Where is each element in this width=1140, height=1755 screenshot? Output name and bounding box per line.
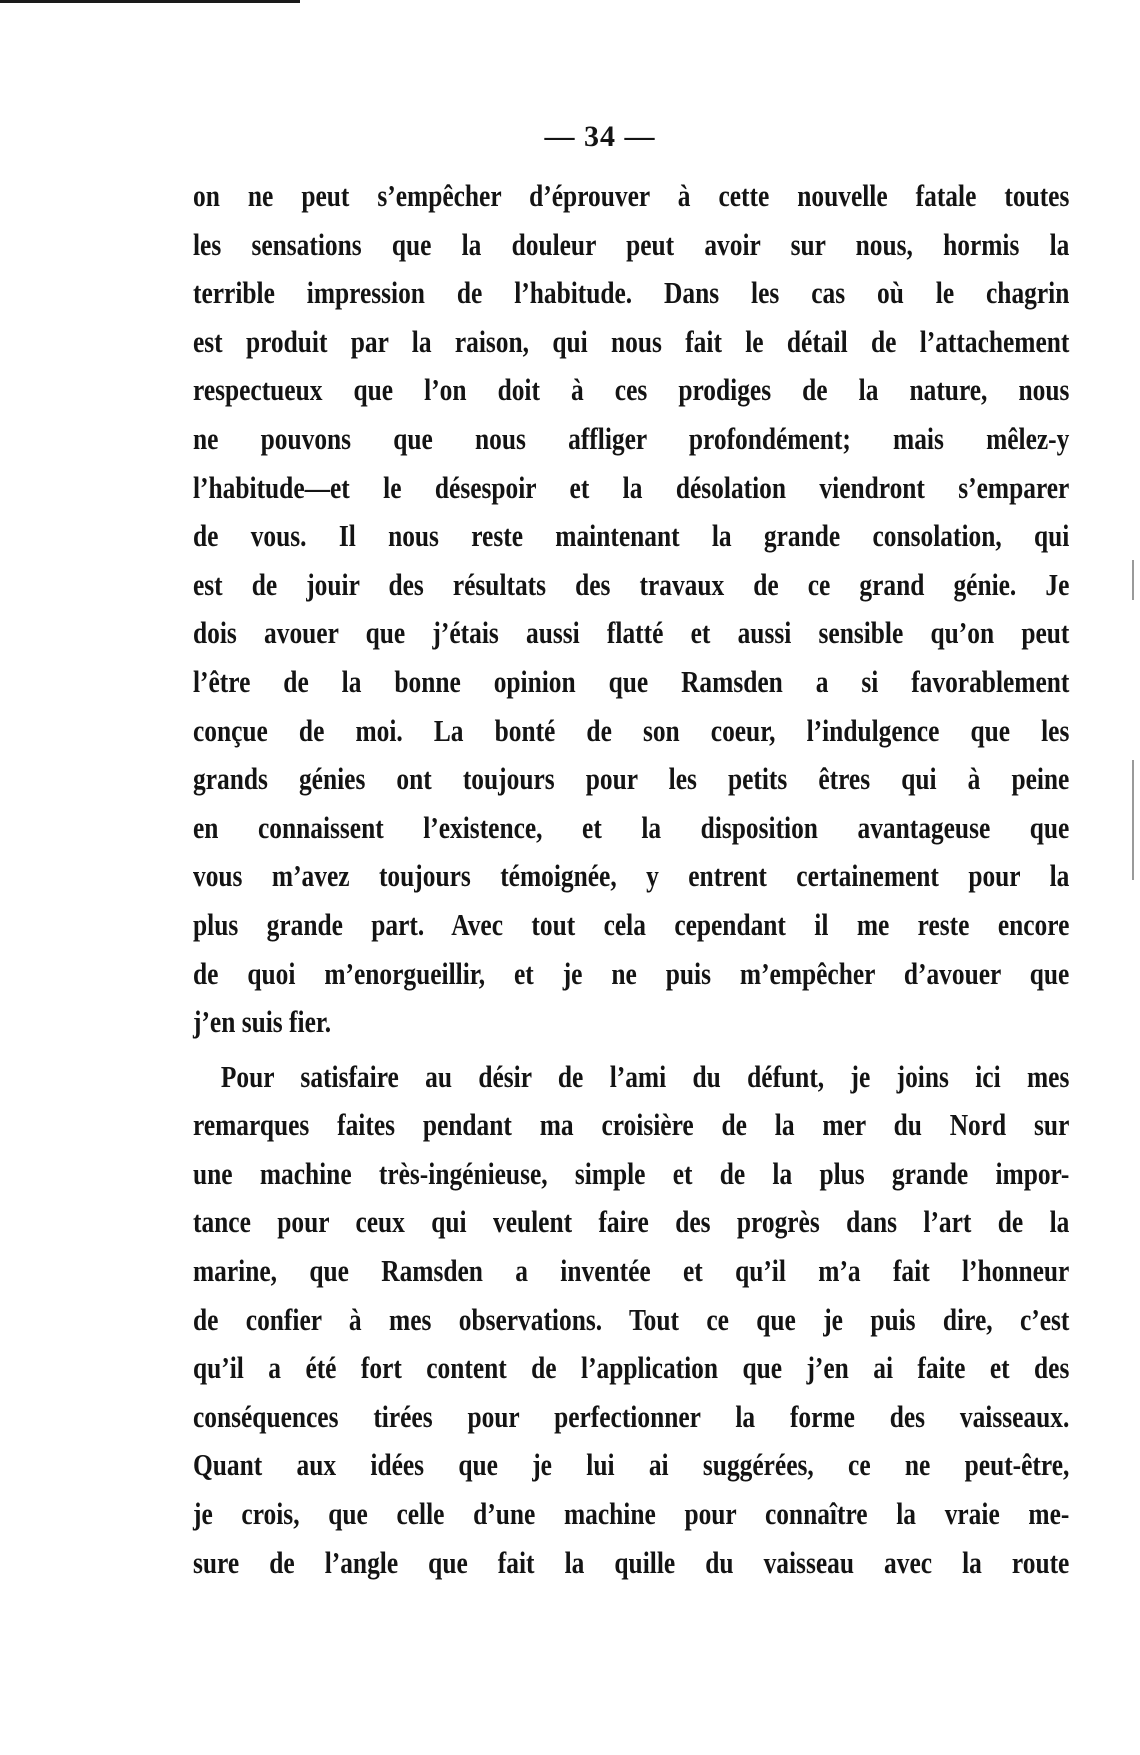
page-edge-mark [1132, 560, 1134, 600]
text-line: vous m’avez toujours témoignée, y entrent certainement pour la [193, 858, 1070, 894]
text-line: grands génies ont toujours pour les petits êtres qui à peine [193, 761, 1070, 797]
text-line: de confier à mes observations. Tout ce que je puis dire, c’est [193, 1301, 1070, 1337]
text-line: de quoi m’enorgueillir, et je ne puis m’empêcher d’avouer que [193, 955, 1070, 991]
text-line: respectueux que l’on doit à ces prodiges de la nature, nous [193, 372, 1070, 408]
top-border-rule [0, 0, 300, 3]
text-line: conséquences tirées pour perfectionner la forme des vaisseaux. [193, 1398, 1070, 1434]
paragraph [193, 172, 1069, 1047]
text-line: qu’il a été fort content de l’application que j’en ai faite et des [193, 1350, 1070, 1386]
paragraph [193, 1053, 1069, 1588]
page-number: — 34 — [544, 120, 656, 153]
text-line: une machine très-ingénieuse, simple et de la plus grande impor- [193, 1155, 1070, 1191]
text-line: est de jouir des résultats des travaux de ce grand génie. Je [193, 566, 1070, 602]
text-line: ne pouvons que nous affliger profondément; mais mêlez-y [193, 420, 1070, 456]
text-line: dois avouer que j’étais aussi flatté et aussi sensible qu’on peut [193, 615, 1070, 651]
text-line: Quant aux idées que je lui ai suggérées, ce ne peut-être, [193, 1447, 1070, 1483]
text-line: Pour satisfaire au désir de l’ami du défunt, je joins ici mes [220, 1058, 1070, 1094]
text-line: je crois, que celle d’une machine pour connaître la vraie me- [193, 1496, 1070, 1532]
text-line: sure de l’angle que fait la quille du vaisseau avec la route [193, 1544, 1070, 1580]
text-line: tance pour ceux qui veulent faire des progrès dans l’art de la [193, 1204, 1070, 1240]
text-line: est produit par la raison, qui nous fait le détail de l’attachement [193, 323, 1070, 359]
text-line: les sensations que la douleur peut avoir sur nous, hormis la [193, 226, 1070, 262]
text-line: de vous. Il nous reste maintenant la grande consolation, qui [193, 518, 1070, 554]
text-line: conçue de moi. La bonté de son coeur, l’indulgence que les [193, 712, 1070, 748]
page-edge-mark [1132, 760, 1134, 880]
text-line: marine, que Ramsden a inventée et qu’il m’a fait l’honneur [193, 1253, 1070, 1289]
text-line: terrible impression de l’habitude. Dans les cas où le chagrin [193, 275, 1070, 311]
text-line: remarques faites pendant ma croisière de la mer du Nord sur [193, 1107, 1070, 1143]
text-line: en connaissent l’existence, et la disposition avantageuse que [193, 809, 1070, 845]
body-text [193, 172, 1069, 1587]
text-line: l’être de la bonne opinion que Ramsden a si favorablement [193, 663, 1070, 699]
text-line: on ne peut s’empêcher d’éprouver à cette nouvelle fatale toutes [193, 178, 1070, 213]
text-line: j’en suis fier. [193, 1004, 332, 1040]
text-line: plus grande part. Avec tout cela cependant il me reste encore [193, 906, 1070, 942]
text-line: l’habitude—et le désespoir et la désolation viendront s’emparer [193, 469, 1070, 505]
